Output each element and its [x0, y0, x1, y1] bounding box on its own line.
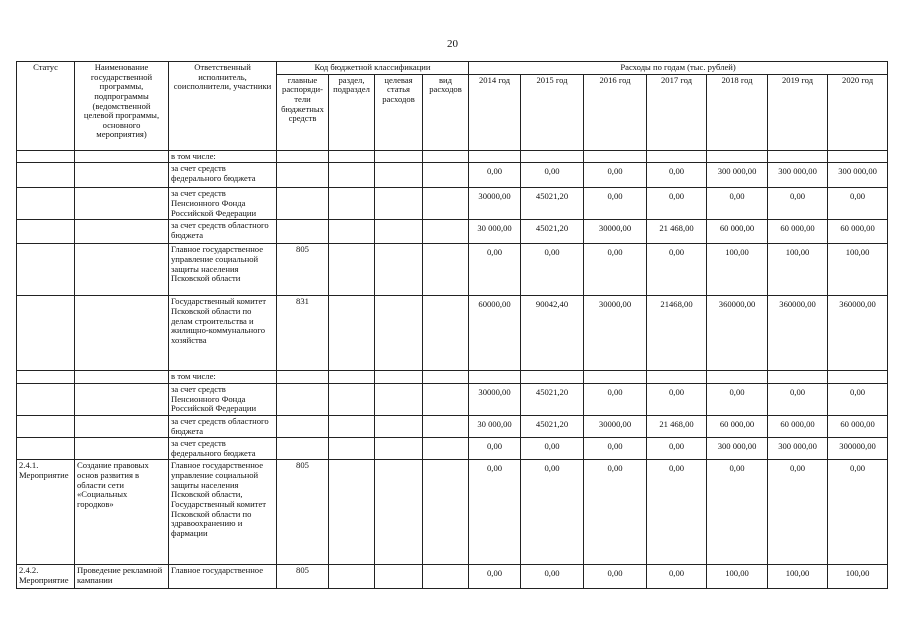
table-header: [17, 62, 888, 151]
cell-grbs: [277, 438, 329, 460]
cell-executor: Государственный комитет Псковской области по делам строительства и жилищно-коммунального хозяйства: [169, 296, 277, 371]
header-year-2017: 2017 год: [647, 74, 707, 150]
cell-value-2018: 0,00: [707, 460, 768, 565]
cell-value-2018: 100,00: [707, 244, 768, 296]
cell-kind: [423, 415, 469, 437]
header-target: целевая статья расходов: [375, 74, 423, 150]
cell-value-2020: 60 000,00: [828, 415, 888, 437]
cell-value-2020: [828, 150, 888, 163]
cell-name: [75, 163, 169, 188]
cell-status: 2.4.1. Мероприятие: [17, 460, 75, 565]
header-executor: Ответственный исполнитель, соисполнители, участники: [169, 62, 277, 151]
cell-name: [75, 244, 169, 296]
cell-value-2014: 0,00: [469, 244, 521, 296]
cell-value-2019: [768, 150, 828, 163]
table-row: [17, 438, 888, 460]
cell-value-2018: 300 000,00: [707, 163, 768, 188]
cell-value-2019: 0,00: [768, 460, 828, 565]
cell-status: [17, 296, 75, 371]
cell-grbs: [277, 150, 329, 163]
table-row: [17, 383, 888, 415]
cell-executor: Главное государственное: [169, 565, 277, 589]
cell-value-2018: 300 000,00: [707, 438, 768, 460]
cell-value-2018: 100,00: [707, 565, 768, 589]
cell-value-2016: 30000,00: [584, 415, 647, 437]
cell-name: Проведение рекламной кампании: [75, 565, 169, 589]
cell-value-2017: [647, 150, 707, 163]
cell-section: [329, 438, 375, 460]
cell-kind: [423, 220, 469, 244]
table-row: [17, 220, 888, 244]
cell-value-2016: 0,00: [584, 383, 647, 415]
cell-status: [17, 163, 75, 188]
cell-grbs: [277, 371, 329, 384]
cell-grbs: 805: [277, 460, 329, 565]
cell-grbs: 805: [277, 565, 329, 589]
table-row: [17, 150, 888, 163]
cell-value-2015: 0,00: [521, 244, 584, 296]
cell-kind: [423, 296, 469, 371]
cell-name: [75, 415, 169, 437]
cell-section: [329, 220, 375, 244]
cell-grbs: [277, 415, 329, 437]
cell-name: [75, 296, 169, 371]
cell-value-2017: 0,00: [647, 460, 707, 565]
header-grbs: главные распоряди-тели бюджетных средств: [277, 74, 329, 150]
cell-target: [375, 296, 423, 371]
cell-value-2014: 60000,00: [469, 296, 521, 371]
cell-executor: в том числе:: [169, 150, 277, 163]
cell-name: [75, 150, 169, 163]
cell-value-2016: 30000,00: [584, 220, 647, 244]
cell-section: [329, 150, 375, 163]
cell-status: [17, 438, 75, 460]
table-row: [17, 415, 888, 437]
cell-value-2015: 0,00: [521, 565, 584, 589]
cell-value-2015: 45021,20: [521, 188, 584, 220]
cell-grbs: [277, 163, 329, 188]
cell-section: [329, 371, 375, 384]
cell-value-2015: 0,00: [521, 163, 584, 188]
table-row: [17, 163, 888, 188]
cell-executor: за счет средств федерального бюджета: [169, 163, 277, 188]
cell-value-2017: 0,00: [647, 383, 707, 415]
cell-value-2018: 60 000,00: [707, 415, 768, 437]
cell-name: Создание правовых основ развития в области сети «Социальных городков»: [75, 460, 169, 565]
cell-value-2018: 360000,00: [707, 296, 768, 371]
cell-value-2014: [469, 150, 521, 163]
table-row: [17, 188, 888, 220]
cell-name: [75, 438, 169, 460]
cell-value-2014: 30 000,00: [469, 415, 521, 437]
cell-value-2015: 45021,20: [521, 220, 584, 244]
cell-executor: за счет средств Пенсионного Фонда Российской Федерации: [169, 188, 277, 220]
cell-value-2019: 0,00: [768, 383, 828, 415]
cell-value-2020: 0,00: [828, 188, 888, 220]
cell-name: [75, 220, 169, 244]
cell-kind: [423, 188, 469, 220]
header-year-2015: 2015 год: [521, 74, 584, 150]
cell-value-2019: [768, 371, 828, 384]
cell-name: [75, 371, 169, 384]
cell-value-2019: 300 000,00: [768, 438, 828, 460]
cell-kind: [423, 163, 469, 188]
cell-value-2016: 0,00: [584, 460, 647, 565]
cell-executor: за счет средств федерального бюджета: [169, 438, 277, 460]
cell-kind: [423, 565, 469, 589]
cell-value-2014: 0,00: [469, 565, 521, 589]
cell-status: 2.4.2. Мероприятие: [17, 565, 75, 589]
header-status: Статус: [17, 62, 75, 151]
cell-status: [17, 220, 75, 244]
table-row: [17, 371, 888, 384]
cell-section: [329, 296, 375, 371]
cell-name: [75, 188, 169, 220]
cell-value-2014: 30000,00: [469, 188, 521, 220]
cell-target: [375, 460, 423, 565]
cell-target: [375, 150, 423, 163]
cell-value-2020: [828, 371, 888, 384]
cell-value-2020: 100,00: [828, 565, 888, 589]
cell-value-2014: 30 000,00: [469, 220, 521, 244]
cell-value-2017: 21 468,00: [647, 220, 707, 244]
cell-value-2015: [521, 371, 584, 384]
cell-executor: в том числе:: [169, 371, 277, 384]
cell-value-2016: 0,00: [584, 244, 647, 296]
budget-table: [16, 61, 888, 589]
cell-kind: [423, 150, 469, 163]
cell-value-2016: 0,00: [584, 163, 647, 188]
cell-value-2018: [707, 150, 768, 163]
cell-status: [17, 383, 75, 415]
cell-target: [375, 163, 423, 188]
header-kind: вид расходов: [423, 74, 469, 150]
cell-value-2015: 45021,20: [521, 415, 584, 437]
cell-value-2017: 21468,00: [647, 296, 707, 371]
cell-value-2016: [584, 371, 647, 384]
cell-executor: за счет средств Пенсионного Фонда Российской Федерации: [169, 383, 277, 415]
cell-value-2015: [521, 150, 584, 163]
cell-value-2018: 0,00: [707, 383, 768, 415]
header-budget-code: Код бюджетной классификации: [277, 62, 469, 75]
cell-value-2019: 0,00: [768, 188, 828, 220]
cell-grbs: [277, 383, 329, 415]
cell-status: [17, 188, 75, 220]
cell-kind: [423, 438, 469, 460]
cell-target: [375, 244, 423, 296]
cell-grbs: 831: [277, 296, 329, 371]
cell-target: [375, 383, 423, 415]
cell-value-2020: 0,00: [828, 460, 888, 565]
cell-value-2016: 0,00: [584, 565, 647, 589]
cell-value-2017: 0,00: [647, 565, 707, 589]
header-year-2020: 2020 год: [828, 74, 888, 150]
cell-value-2015: 90042,40: [521, 296, 584, 371]
cell-value-2016: 0,00: [584, 188, 647, 220]
page-number: 20: [447, 38, 458, 50]
cell-value-2014: 30000,00: [469, 383, 521, 415]
cell-name: [75, 383, 169, 415]
cell-value-2017: [647, 371, 707, 384]
cell-target: [375, 188, 423, 220]
cell-value-2014: [469, 371, 521, 384]
header-expenses: Расходы по годам (тыс. рублей): [469, 62, 888, 75]
cell-value-2020: 0,00: [828, 383, 888, 415]
cell-value-2019: 60 000,00: [768, 220, 828, 244]
cell-status: [17, 415, 75, 437]
header-year-2019: 2019 год: [768, 74, 828, 150]
cell-value-2019: 100,00: [768, 565, 828, 589]
table-row: [17, 565, 888, 589]
cell-value-2016: 30000,00: [584, 296, 647, 371]
cell-value-2014: 0,00: [469, 163, 521, 188]
cell-executor: за счет средств областного бюджета: [169, 415, 277, 437]
header-name: Наименование государственной программы, подпрограммы (ведомственной целевой программы, основного мероприятия): [75, 62, 169, 151]
cell-value-2015: 0,00: [521, 460, 584, 565]
cell-value-2015: 45021,20: [521, 383, 584, 415]
cell-value-2019: 100,00: [768, 244, 828, 296]
header-year-2018: 2018 год: [707, 74, 768, 150]
cell-target: [375, 565, 423, 589]
cell-value-2019: 360000,00: [768, 296, 828, 371]
cell-kind: [423, 371, 469, 384]
table-row: [17, 244, 888, 296]
cell-value-2019: 300 000,00: [768, 163, 828, 188]
cell-status: [17, 371, 75, 384]
cell-kind: [423, 383, 469, 415]
cell-value-2019: 60 000,00: [768, 415, 828, 437]
cell-value-2018: [707, 371, 768, 384]
cell-value-2017: 0,00: [647, 188, 707, 220]
cell-executor: Главное государственное управление социальной защиты населения Псковской области: [169, 244, 277, 296]
cell-section: [329, 460, 375, 565]
table-row: [17, 296, 888, 371]
cell-target: [375, 415, 423, 437]
cell-value-2020: 60 000,00: [828, 220, 888, 244]
cell-grbs: [277, 220, 329, 244]
cell-section: [329, 565, 375, 589]
cell-value-2020: 300 000,00: [828, 163, 888, 188]
cell-status: [17, 244, 75, 296]
header-year-2016: 2016 год: [584, 74, 647, 150]
cell-value-2015: 0,00: [521, 438, 584, 460]
cell-section: [329, 163, 375, 188]
header-section: раздел, подраздел: [329, 74, 375, 150]
cell-section: [329, 383, 375, 415]
cell-value-2018: 0,00: [707, 188, 768, 220]
cell-target: [375, 371, 423, 384]
cell-value-2017: 0,00: [647, 163, 707, 188]
cell-section: [329, 244, 375, 296]
cell-value-2014: 0,00: [469, 460, 521, 565]
cell-section: [329, 188, 375, 220]
cell-value-2018: 60 000,00: [707, 220, 768, 244]
cell-value-2017: 0,00: [647, 438, 707, 460]
cell-grbs: 805: [277, 244, 329, 296]
cell-kind: [423, 244, 469, 296]
cell-section: [329, 415, 375, 437]
cell-target: [375, 438, 423, 460]
cell-kind: [423, 460, 469, 565]
table-body: [17, 150, 888, 589]
cell-target: [375, 220, 423, 244]
header-year-2014: 2014 год: [469, 74, 521, 150]
cell-value-2014: 0,00: [469, 438, 521, 460]
cell-value-2017: 21 468,00: [647, 415, 707, 437]
cell-value-2020: 360000,00: [828, 296, 888, 371]
cell-grbs: [277, 188, 329, 220]
cell-value-2016: 0,00: [584, 438, 647, 460]
table-row: [17, 460, 888, 565]
cell-executor: за счет средств областного бюджета: [169, 220, 277, 244]
cell-value-2016: [584, 150, 647, 163]
cell-value-2020: 100,00: [828, 244, 888, 296]
cell-value-2020: 300000,00: [828, 438, 888, 460]
cell-executor: Главное государственное управление социальной защиты населения Псковской области, Государственный комитет Псковской области по здравоохранению и фармации: [169, 460, 277, 565]
cell-value-2017: 0,00: [647, 244, 707, 296]
cell-status: [17, 150, 75, 163]
